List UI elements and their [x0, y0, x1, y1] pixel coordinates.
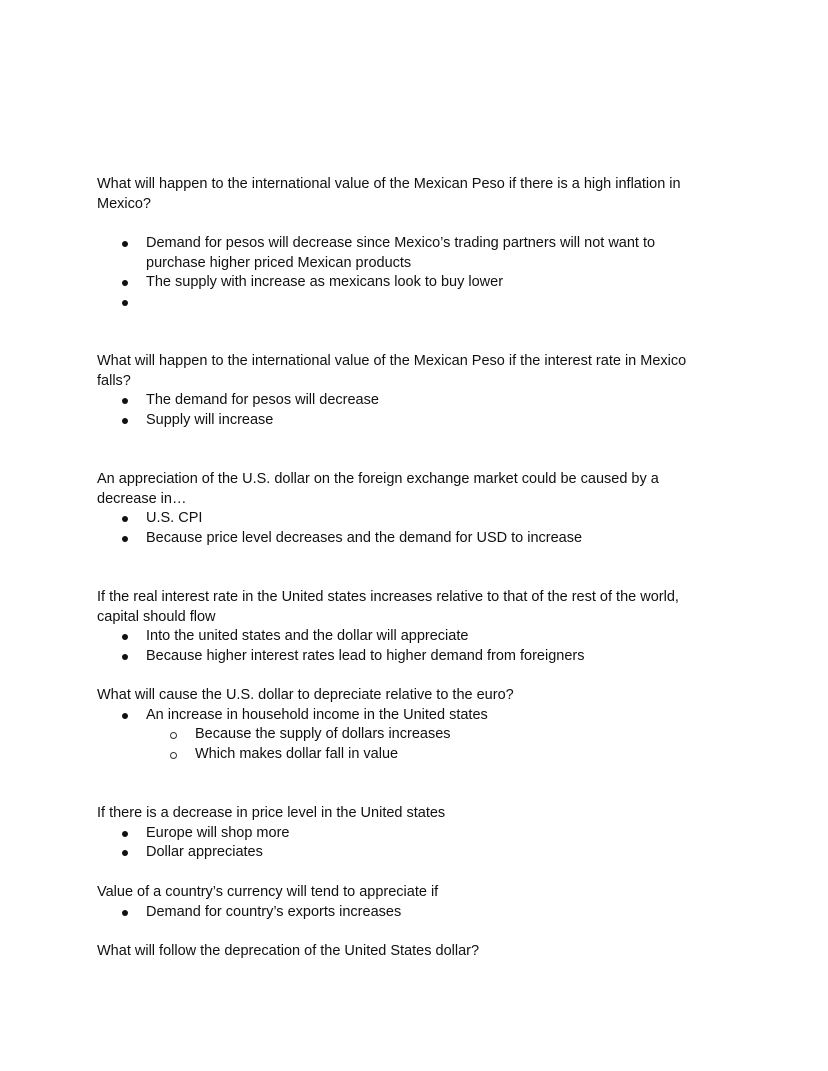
question-text: If there is a decrease in price level in the United states: [97, 805, 446, 821]
list-item: [97, 706, 717, 765]
list-item: [97, 627, 717, 647]
list-item-text: An increase in household income in the United states: [146, 706, 488, 723]
list-item-text: Demand for pesos will decrease since Mexico’s trading partners will not want to purchase higher priced Mexican products: [146, 234, 656, 271]
list-item: [97, 824, 717, 844]
list-item: [97, 903, 717, 923]
question-text: If the real interest rate in the United states increases relative to that of the rest of the world, capital should flow: [97, 589, 679, 625]
answer-list: [97, 391, 717, 430]
hollow-bullet-icon: [170, 752, 177, 759]
list-item: [97, 843, 717, 863]
sub-list-item-text: Which makes dollar fall in value: [195, 746, 399, 763]
hollow-bullet-icon: [170, 732, 177, 739]
list-item: [97, 391, 717, 411]
list-item-text: U.S. CPI: [146, 510, 203, 527]
bullet-icon: [122, 241, 128, 247]
answer-list: [97, 627, 717, 666]
section-dollar-depreciation-euro: [97, 686, 717, 765]
list-item-text: Supply will increase: [146, 412, 274, 429]
answer-list: [97, 706, 717, 765]
bullet-icon: [122, 831, 128, 837]
bullet-icon: [122, 280, 128, 286]
answer-list: [97, 509, 717, 548]
list-item-text: Dollar appreciates: [146, 844, 263, 861]
list-item: [97, 273, 717, 293]
bullet-icon: [122, 634, 128, 640]
sub-list-item: [97, 745, 717, 765]
list-item: [97, 647, 717, 667]
bullet-icon: [122, 654, 128, 660]
question-text: What will cause the U.S. dollar to depreciate relative to the euro?: [97, 687, 514, 703]
list-item: [97, 529, 717, 549]
list-item-text: Because higher interest rates lead to higher demand from foreigners: [146, 648, 585, 665]
list-item: [97, 293, 717, 313]
bullet-icon: [122, 910, 128, 916]
bullet-icon: [122, 850, 128, 856]
list-item: [97, 411, 717, 431]
list-item-text: Because price level decreases and the demand for USD to increase: [146, 530, 583, 547]
question-text: An appreciation of the U.S. dollar on the foreign exchange market could be caused by a decrease in…: [97, 471, 659, 507]
list-item-text: Europe will shop more: [146, 824, 290, 841]
section-dollar-deprecation: [97, 942, 717, 962]
list-item-text: Into the united states and the dollar will appreciate: [146, 628, 469, 645]
section-mexican-peso-interest-rate: [97, 352, 717, 431]
bullet-icon: [122, 418, 128, 424]
answer-list: [97, 824, 717, 863]
list-item: [97, 234, 717, 273]
answer-list: [97, 903, 717, 923]
question-text: What will happen to the international value of the Mexican Peso if there is a high inflation in Mexico?: [97, 176, 681, 212]
section-currency-appreciate: [97, 883, 717, 922]
section-price-level-decrease: [97, 804, 717, 863]
section-real-interest-rate: [97, 588, 717, 667]
list-item-text: The demand for pesos will decrease: [146, 392, 379, 409]
section-mexican-peso-inflation: [97, 175, 717, 313]
question-text: Value of a country’s currency will tend to appreciate if: [97, 884, 439, 900]
question-text: What will follow the deprecation of the United States dollar?: [97, 943, 480, 959]
list-item-text: The supply with increase as mexicans look to buy lower: [146, 274, 504, 291]
sub-list-item: [97, 725, 717, 745]
list-item-text: Demand for country’s exports increases: [146, 903, 402, 920]
question-text: What will happen to the international value of the Mexican Peso if the interest rate in Mexico falls?: [97, 353, 687, 389]
bullet-icon: [122, 536, 128, 542]
sub-list-item-text: Because the supply of dollars increases: [195, 726, 451, 743]
bullet-icon: [122, 516, 128, 522]
answer-list: [97, 234, 717, 313]
bullet-icon: [122, 300, 128, 306]
section-dollar-appreciation: [97, 470, 717, 549]
sub-list: [146, 725, 717, 764]
bullet-icon: [122, 713, 128, 719]
list-item: [97, 509, 717, 529]
bullet-icon: [122, 398, 128, 404]
